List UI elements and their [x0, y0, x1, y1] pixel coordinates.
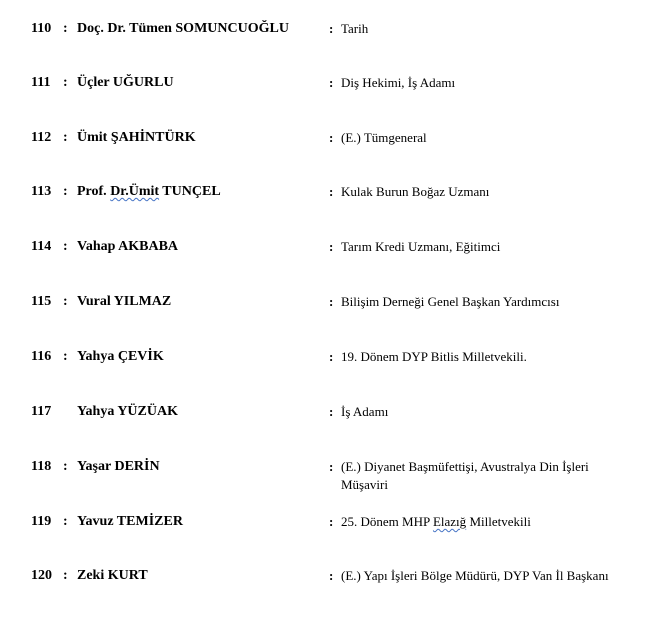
spellcheck-flagged-word: Dr.Ümit — [110, 184, 160, 199]
entry-number: 119 — [31, 514, 52, 529]
name-prefix: Prof. — [77, 184, 111, 199]
entry-name: Yahya YÜZÜAK — [77, 404, 178, 419]
entry-description: 19. Dönem DYP Bitlis Milletvekili. — [341, 349, 527, 364]
entry-name: Yahya ÇEVİK — [77, 349, 164, 364]
separator: : — [329, 239, 334, 254]
separator: : — [63, 459, 68, 474]
list-item — [0, 403, 670, 423]
separator: : — [329, 349, 334, 364]
entry-description: Kulak Burun Boğaz Uzmanı — [341, 184, 490, 199]
entry-name: Doç. Dr. Tümen SOMUNCUOĞLU — [77, 21, 289, 36]
entry-number: 111 — [31, 75, 51, 90]
list-item — [0, 74, 670, 94]
entry-name: Ümit ŞAHİNTÜRK — [77, 130, 196, 145]
entry-description: İş Adamı — [341, 404, 389, 419]
separator: : — [63, 514, 68, 529]
entry-name: Zeki KURT — [77, 568, 148, 583]
separator: : — [329, 184, 334, 199]
entry-name: Yavuz TEMİZER — [77, 514, 183, 529]
description-prefix: 25. Dönem MHP — [341, 514, 433, 529]
separator: : — [329, 568, 334, 583]
list-item — [0, 183, 670, 203]
separator: : — [329, 75, 334, 90]
entry-number: 115 — [31, 294, 52, 309]
entry-number: 112 — [31, 130, 52, 145]
entry-number: 113 — [31, 184, 52, 199]
list-item — [0, 293, 670, 313]
list-item — [0, 238, 670, 258]
entry-number: 110 — [31, 21, 52, 36]
entry-number: 114 — [31, 239, 52, 254]
name-suffix: TUNÇEL — [159, 184, 221, 199]
separator: : — [63, 239, 68, 254]
list-item — [0, 458, 670, 498]
entry-description: Diş Hekimi, İş Adamı — [341, 75, 456, 90]
entry-description: (E.) Tümgeneral — [341, 130, 427, 145]
separator: : — [63, 130, 68, 145]
separator: : — [329, 294, 334, 309]
entry-number: 116 — [31, 349, 52, 364]
entry-name — [77, 183, 221, 201]
entry-name: Vural YILMAZ — [77, 294, 172, 309]
entry-name: Vahap AKBABA — [77, 239, 179, 254]
separator: : — [63, 349, 68, 364]
description-suffix: Milletvekili — [466, 514, 531, 529]
entry-number: 120 — [31, 568, 52, 583]
list-item — [0, 20, 670, 40]
separator: : — [329, 21, 334, 36]
list-item — [0, 129, 670, 149]
list-item — [0, 567, 670, 587]
entry-description: Tarih — [341, 21, 369, 36]
entry-description: (E.) Diyanet Başmüfettişi, Avustralya Din İşleri Müşaviri — [341, 459, 589, 492]
entry-description: Tarım Kredi Uzmanı, Eğitimci — [341, 239, 501, 254]
entry-description: Bilişim Derneği Genel Başkan Yardımcısı — [341, 294, 560, 309]
separator: : — [63, 184, 68, 199]
list-item — [0, 348, 670, 368]
separator: : — [63, 568, 68, 583]
separator: : — [329, 404, 334, 419]
entry-name: Üçler UĞURLU — [77, 75, 174, 90]
separator: : — [63, 21, 68, 36]
separator: : — [63, 294, 68, 309]
list-item — [0, 513, 670, 533]
spellcheck-flagged-word: Elazığ — [432, 514, 467, 529]
separator: : — [63, 75, 68, 90]
separator: : — [329, 459, 334, 474]
separator: : — [329, 130, 334, 145]
separator: : — [329, 514, 334, 529]
entry-number: 118 — [31, 459, 52, 474]
entry-description — [341, 513, 666, 531]
entry-name: Yaşar DERİN — [77, 459, 160, 474]
entry-description: (E.) Yapı İşleri Bölge Müdürü, DYP Van İl Başkanı — [341, 568, 609, 583]
entry-number: 117 — [31, 404, 52, 419]
